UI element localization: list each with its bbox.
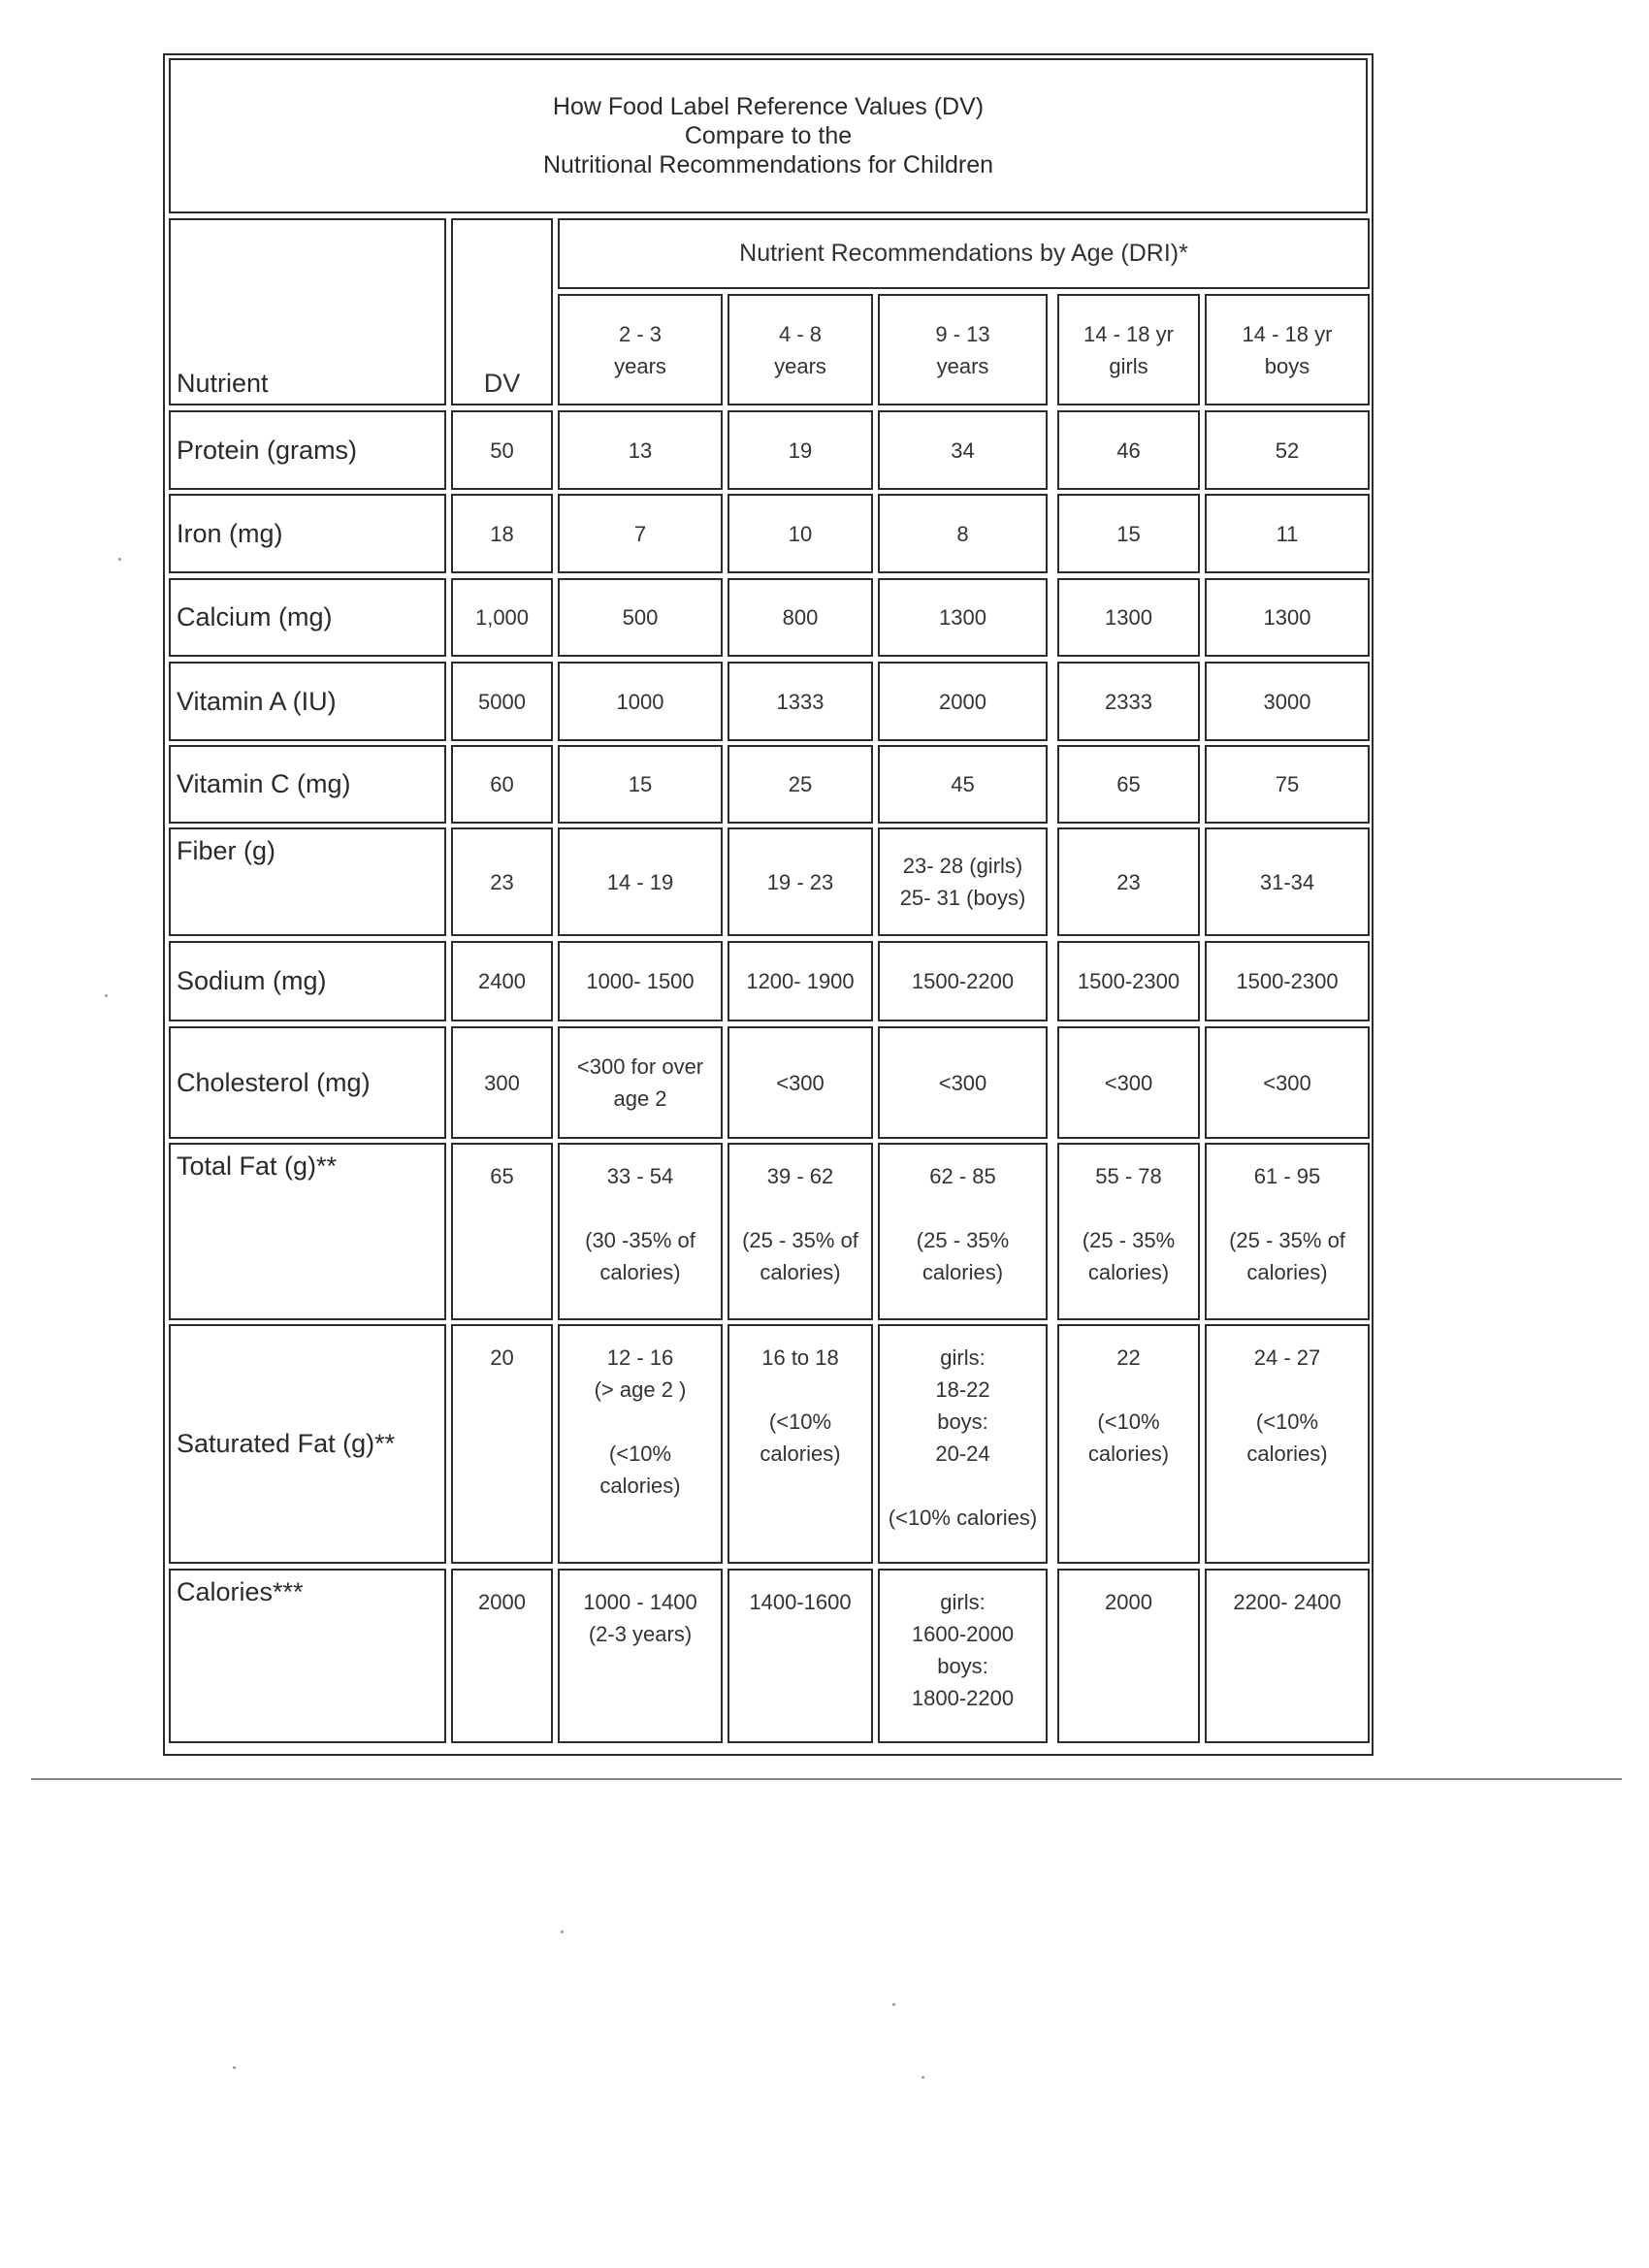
dri-value: calories) bbox=[1087, 1260, 1170, 1284]
dri-value-cell bbox=[728, 662, 873, 741]
dri-value-cell bbox=[728, 410, 873, 490]
nutrient-name-cell bbox=[169, 941, 446, 1021]
dv-value: 300 bbox=[484, 1070, 520, 1095]
dv-value: 23 bbox=[490, 869, 514, 894]
header-age-0 bbox=[558, 294, 723, 405]
scan-speck bbox=[118, 558, 121, 561]
header-age-3 bbox=[1057, 294, 1200, 405]
dri-value: <300 bbox=[1263, 1070, 1311, 1095]
dri-value-cell bbox=[558, 410, 723, 490]
title-line-2: Compare to the bbox=[684, 122, 853, 149]
dri-value: 23- 28 (girls) bbox=[902, 854, 1023, 878]
scan-speck bbox=[892, 2003, 895, 2006]
dri-value-cell bbox=[1057, 1569, 1200, 1743]
dri-value-cell bbox=[728, 1569, 873, 1743]
dri-value-cell bbox=[1205, 745, 1370, 824]
dri-value: 65 bbox=[1116, 772, 1141, 796]
dri-value-cell bbox=[878, 578, 1048, 657]
dri-value: 15 bbox=[628, 772, 653, 796]
dri-value: (<10% bbox=[1097, 1409, 1160, 1434]
dv-value: 20 bbox=[490, 1345, 514, 1370]
header-age-4 bbox=[1205, 294, 1370, 405]
header-age-label: 9 - 13 bbox=[935, 321, 990, 346]
dri-value: age 2 bbox=[613, 1086, 667, 1111]
dv-cell bbox=[451, 1569, 553, 1743]
title-line-3: Nutritional Recommendations for Children bbox=[542, 151, 994, 178]
dri-value-cell bbox=[878, 410, 1048, 490]
dri-value: calories) bbox=[599, 1260, 681, 1284]
dri-value: <300 bbox=[776, 1070, 824, 1095]
dv-value: 1,000 bbox=[474, 605, 530, 630]
dri-value: (<10% bbox=[608, 1442, 672, 1466]
dri-value: (<10% calories) bbox=[888, 1506, 1038, 1530]
dri-value-cell bbox=[558, 745, 723, 824]
dri-value: 25 bbox=[788, 772, 813, 796]
dv-cell bbox=[451, 827, 553, 936]
dri-value: 61 - 95 bbox=[1253, 1164, 1321, 1188]
dri-value-cell bbox=[558, 1143, 723, 1320]
dri-value-cell bbox=[1057, 1324, 1200, 1564]
dri-value-cell bbox=[878, 1324, 1048, 1564]
scan-speck bbox=[233, 2066, 236, 2069]
dri-value-cell bbox=[1057, 941, 1200, 1021]
dri-value-cell bbox=[1057, 745, 1200, 824]
dri-value: 1500-2300 bbox=[1236, 969, 1339, 993]
nutrient-name: Sodium (mg) bbox=[177, 966, 327, 995]
dri-value: (25 - 35% of bbox=[1229, 1228, 1345, 1252]
header-age-label: 4 - 8 bbox=[778, 321, 823, 346]
dri-value: 1400-1600 bbox=[749, 1590, 852, 1614]
dri-value: 25- 31 (boys) bbox=[899, 886, 1026, 910]
dri-value-cell bbox=[878, 1569, 1048, 1743]
nutrient-name-cell bbox=[169, 1026, 446, 1139]
dri-value: 8 bbox=[956, 521, 969, 546]
dri-value-cell bbox=[728, 494, 873, 573]
dri-value-cell bbox=[1205, 1569, 1370, 1743]
nutrient-name: Cholesterol (mg) bbox=[177, 1067, 371, 1097]
dri-value-cell bbox=[1205, 662, 1370, 741]
nutrient-name: Calories*** bbox=[177, 1577, 304, 1606]
dri-value: (<10% bbox=[1255, 1409, 1319, 1434]
dri-value: 800 bbox=[782, 605, 819, 630]
dri-value-cell bbox=[728, 1143, 873, 1320]
dv-cell bbox=[451, 410, 553, 490]
dv-cell bbox=[451, 1143, 553, 1320]
nutrient-name-cell bbox=[169, 827, 446, 936]
dri-value: 33 - 54 bbox=[606, 1164, 674, 1188]
nutrient-name-cell bbox=[169, 662, 446, 741]
dri-value: girls: bbox=[940, 1345, 986, 1370]
dri-value: 2333 bbox=[1105, 689, 1152, 714]
dri-value: 1500-2200 bbox=[911, 969, 1015, 993]
dri-value: (30 -35% of bbox=[585, 1228, 695, 1252]
dri-value-cell bbox=[878, 941, 1048, 1021]
dri-value-cell bbox=[728, 1026, 873, 1139]
nutrient-name-cell bbox=[169, 578, 446, 657]
dv-value: 2000 bbox=[478, 1590, 526, 1614]
dri-value: 20-24 bbox=[935, 1442, 990, 1466]
dri-value-cell bbox=[558, 1026, 723, 1139]
dri-value: 75 bbox=[1275, 772, 1300, 796]
dri-value: 15 bbox=[1116, 521, 1141, 546]
dv-value: 60 bbox=[490, 772, 514, 796]
header-dv-label: DV bbox=[483, 369, 521, 398]
dri-value: 10 bbox=[788, 521, 813, 546]
dri-value-cell bbox=[558, 1569, 723, 1743]
nutrient-name-cell bbox=[169, 494, 446, 573]
dv-cell bbox=[451, 1026, 553, 1139]
header-age-group-label: Nutrient Recommendations by Age (DRI)* bbox=[739, 240, 1188, 267]
dri-value: 52 bbox=[1275, 437, 1300, 463]
dri-value: <300 bbox=[1104, 1070, 1153, 1095]
scan-speck bbox=[561, 1930, 564, 1933]
dri-value: <300 bbox=[938, 1070, 987, 1095]
title-line-1: How Food Label Reference Values (DV) bbox=[552, 93, 985, 120]
header-age-label: years bbox=[614, 353, 666, 378]
dri-value: 2000 bbox=[939, 689, 986, 714]
nutrient-name: Saturated Fat (g)** bbox=[177, 1429, 396, 1458]
dv-value: 2400 bbox=[478, 969, 526, 993]
dri-value: calories) bbox=[1246, 1260, 1328, 1284]
dri-value-cell bbox=[1205, 1143, 1370, 1320]
dri-value: 3000 bbox=[1263, 689, 1311, 714]
dri-value: 1500-2300 bbox=[1077, 969, 1180, 993]
dri-value: 1600-2000 bbox=[911, 1622, 1015, 1646]
dri-value-cell bbox=[728, 578, 873, 657]
dri-value: 1333 bbox=[776, 689, 824, 714]
dri-value-cell bbox=[1057, 827, 1200, 936]
dri-value-cell bbox=[728, 941, 873, 1021]
dri-value-cell bbox=[1205, 941, 1370, 1021]
dri-value-cell bbox=[1205, 494, 1370, 573]
dri-value: 1300 bbox=[939, 605, 986, 630]
dri-value-cell bbox=[558, 941, 723, 1021]
dv-cell bbox=[451, 662, 553, 741]
nutrient-name: Calcium (mg) bbox=[177, 602, 333, 632]
title-box bbox=[169, 58, 1368, 213]
dri-value: 1200- 1900 bbox=[746, 969, 855, 993]
dri-value: (25 - 35% of bbox=[742, 1228, 858, 1252]
scan-speck bbox=[922, 2076, 924, 2079]
header-age-label: years bbox=[774, 353, 826, 378]
dri-value: boys: bbox=[937, 1654, 988, 1678]
nutrient-name: Vitamin C (mg) bbox=[177, 769, 351, 798]
dv-cell bbox=[451, 578, 553, 657]
dri-value: boys: bbox=[937, 1409, 988, 1434]
dri-value-cell bbox=[1057, 494, 1200, 573]
dri-value-cell bbox=[878, 662, 1048, 741]
dri-value: 500 bbox=[622, 605, 659, 630]
dri-value: calories) bbox=[1087, 1442, 1170, 1466]
nutrient-name-cell bbox=[169, 745, 446, 824]
dri-value: 12 - 16 bbox=[606, 1345, 674, 1370]
dri-value-cell bbox=[728, 1324, 873, 1564]
dri-value: 62 - 85 bbox=[929, 1164, 996, 1188]
nutrient-name-cell bbox=[169, 1324, 446, 1564]
header-age-label: boys bbox=[1264, 353, 1310, 378]
dri-value: 2200- 2400 bbox=[1233, 1590, 1342, 1614]
dri-value-cell bbox=[878, 1143, 1048, 1320]
dri-value: calories) bbox=[760, 1260, 841, 1284]
dri-value: 45 bbox=[951, 772, 975, 796]
dri-value-cell bbox=[878, 745, 1048, 824]
dri-value-cell bbox=[1205, 578, 1370, 657]
dv-value: 50 bbox=[490, 437, 514, 463]
header-age-label: girls bbox=[1109, 353, 1148, 378]
dri-value: <300 for over bbox=[576, 1054, 704, 1079]
dri-value: 39 - 62 bbox=[766, 1164, 834, 1188]
dv-cell bbox=[451, 745, 553, 824]
dri-value: (25 - 35% bbox=[1082, 1228, 1176, 1252]
dri-value: 23 bbox=[1116, 869, 1141, 894]
dri-value-cell bbox=[878, 827, 1048, 936]
dri-value: 46 bbox=[1116, 437, 1141, 463]
dri-value: 34 bbox=[951, 437, 975, 463]
dri-value-cell bbox=[1205, 827, 1370, 936]
dri-value: calories) bbox=[1246, 1442, 1328, 1466]
dri-value-cell bbox=[878, 1026, 1048, 1139]
header-age-label: 14 - 18 yr bbox=[1242, 321, 1333, 346]
dri-value-cell bbox=[1057, 578, 1200, 657]
dri-value: 2000 bbox=[1105, 1590, 1152, 1614]
dri-value-cell bbox=[1205, 410, 1370, 490]
dv-cell bbox=[451, 1324, 553, 1564]
dri-value-cell bbox=[1205, 1026, 1370, 1139]
dri-value: calories) bbox=[760, 1442, 841, 1466]
dri-value: 16 to 18 bbox=[761, 1345, 839, 1370]
dri-value-cell bbox=[728, 827, 873, 936]
dv-cell bbox=[451, 494, 553, 573]
header-nutrient bbox=[169, 218, 446, 405]
dri-value: calories) bbox=[599, 1474, 681, 1498]
dri-value: 19 - 23 bbox=[766, 869, 834, 894]
dv-value: 18 bbox=[490, 521, 514, 546]
dri-value: (<10% bbox=[768, 1409, 832, 1434]
scan-speck bbox=[105, 994, 108, 997]
nutrient-name: Iron (mg) bbox=[177, 518, 283, 548]
nutrient-name: Total Fat (g)** bbox=[177, 1151, 338, 1181]
dri-value: (2-3 years) bbox=[588, 1622, 693, 1646]
header-age-2 bbox=[878, 294, 1048, 405]
dri-value: 55 - 78 bbox=[1095, 1164, 1162, 1188]
dri-value-cell bbox=[558, 827, 723, 936]
dri-value-cell bbox=[558, 578, 723, 657]
page-bottom-rule bbox=[31, 1778, 1622, 1780]
dri-value: 13 bbox=[628, 437, 653, 463]
nutrient-name: Protein (grams) bbox=[177, 435, 358, 465]
dri-value: 22 bbox=[1116, 1345, 1141, 1370]
dri-value: 1800-2200 bbox=[911, 1686, 1015, 1710]
nutrient-name-cell bbox=[169, 410, 446, 490]
header-age-group bbox=[558, 218, 1370, 289]
dv-value: 5000 bbox=[478, 689, 526, 714]
dri-value-cell bbox=[1205, 1324, 1370, 1564]
dri-value: (> age 2 ) bbox=[594, 1377, 687, 1402]
dri-value: 18-22 bbox=[935, 1377, 990, 1402]
dri-value-cell bbox=[1057, 410, 1200, 490]
dri-value: 1000- 1500 bbox=[586, 969, 695, 993]
dri-value: 19 bbox=[788, 437, 813, 463]
dri-value: 1300 bbox=[1105, 605, 1152, 630]
dri-value: 1300 bbox=[1263, 605, 1311, 630]
dv-cell bbox=[451, 941, 553, 1021]
dri-value: girls: bbox=[940, 1590, 986, 1614]
dri-value: 31-34 bbox=[1259, 869, 1315, 894]
dri-value-cell bbox=[1057, 662, 1200, 741]
dri-value-cell bbox=[558, 1324, 723, 1564]
dri-value: 7 bbox=[633, 521, 647, 546]
dri-value: 1000 bbox=[616, 689, 664, 714]
header-age-1 bbox=[728, 294, 873, 405]
dri-value-cell bbox=[558, 662, 723, 741]
dri-value: (25 - 35% bbox=[916, 1228, 1010, 1252]
dri-value: 1000 - 1400 bbox=[583, 1590, 697, 1614]
dri-value: calories) bbox=[922, 1260, 1004, 1284]
dri-value: 14 - 19 bbox=[606, 869, 674, 894]
dri-value-cell bbox=[558, 494, 723, 573]
header-age-label: 2 - 3 bbox=[618, 321, 663, 346]
dri-value-cell bbox=[1057, 1143, 1200, 1320]
nutrient-name-cell bbox=[169, 1143, 446, 1320]
dri-value-cell bbox=[1057, 1026, 1200, 1139]
nutrient-name: Fiber (g) bbox=[177, 836, 276, 865]
dri-value-cell bbox=[878, 494, 1048, 573]
dv-value: 65 bbox=[490, 1164, 514, 1188]
dri-value-cell bbox=[728, 745, 873, 824]
dri-value: 24 - 27 bbox=[1253, 1345, 1321, 1370]
header-age-label: years bbox=[936, 353, 989, 378]
nutrient-name: Vitamin A (IU) bbox=[177, 686, 337, 716]
header-nutrient-label: Nutrient bbox=[177, 369, 269, 398]
dri-value: 11 bbox=[1276, 521, 1299, 546]
nutrient-name-cell bbox=[169, 1569, 446, 1743]
header-dv bbox=[451, 218, 553, 405]
header-age-label: 14 - 18 yr bbox=[1083, 321, 1174, 346]
